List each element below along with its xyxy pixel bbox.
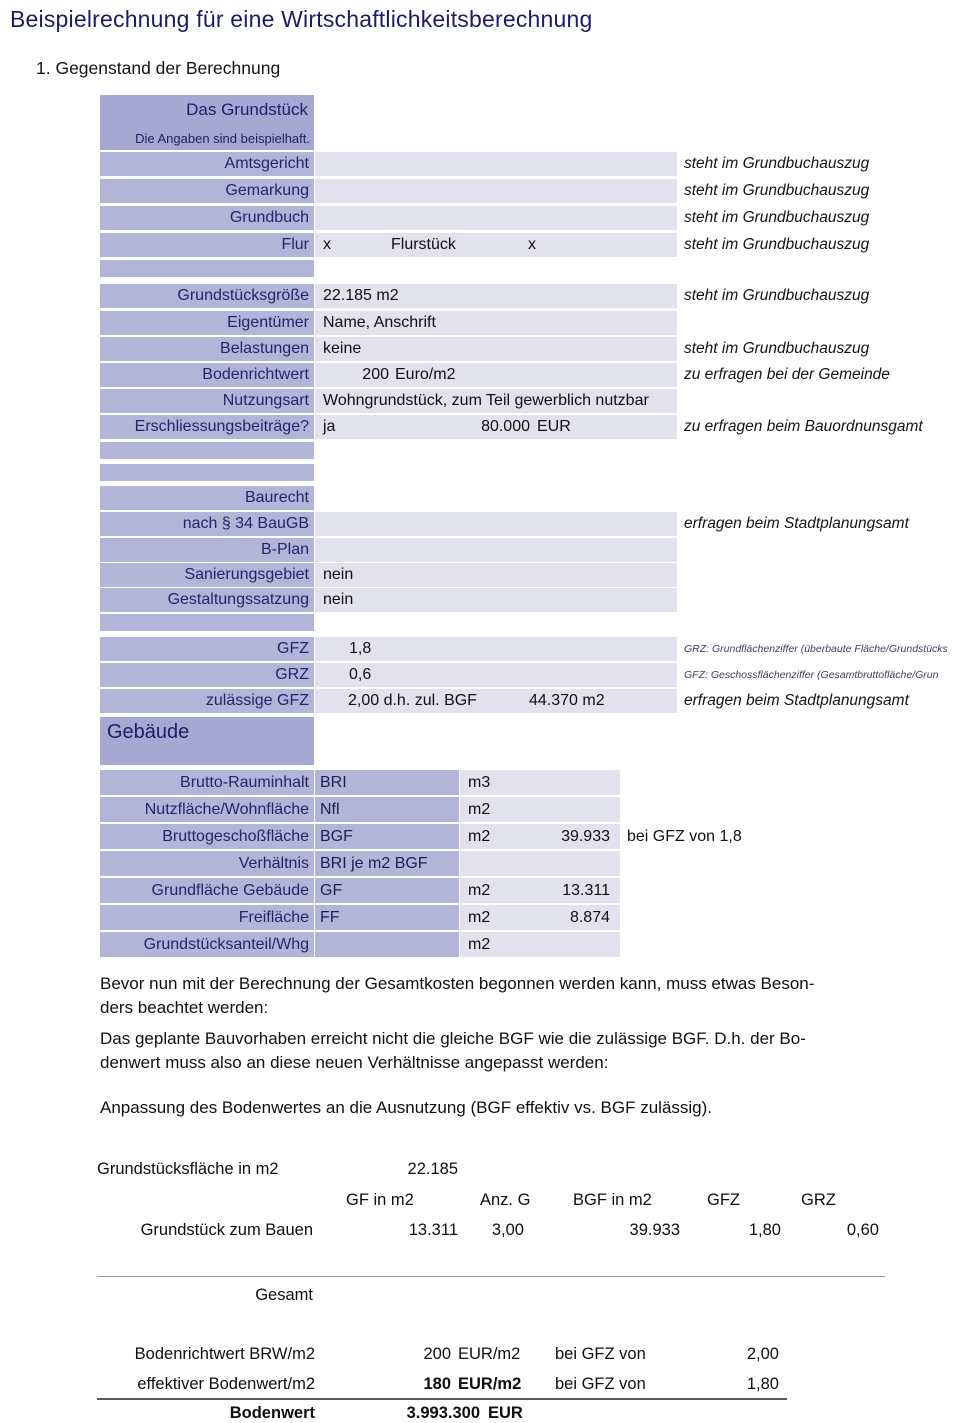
row-label: Nutzfläche/Wohnfläche xyxy=(100,797,314,822)
row-code: FF xyxy=(315,905,459,930)
effektiv-value: 180 xyxy=(423,1375,451,1393)
col-header-gf: GF in m2 xyxy=(346,1191,414,1209)
row-note: steht im Grundbuchauszug xyxy=(684,287,870,304)
erschliessung-unit: EUR xyxy=(537,418,571,435)
row-value xyxy=(315,637,677,661)
total-divider-line xyxy=(97,1398,787,1400)
row-empty xyxy=(100,614,960,631)
row-value xyxy=(315,179,677,203)
row-value xyxy=(315,663,677,687)
col-header-bgf: BGF in m2 xyxy=(573,1191,652,1209)
row-verhaeltnis xyxy=(100,851,960,876)
grundstueck-header-block xyxy=(100,95,314,150)
row-unit-value xyxy=(460,851,620,876)
row-label: zulässige GFZ xyxy=(100,689,314,713)
row-label: Verhältnis xyxy=(100,851,314,876)
row-note: steht im Grundbuchauszug xyxy=(684,155,870,172)
bauen-row-label: Grundstück zum Bauen xyxy=(140,1221,313,1239)
row-label: Amtsgericht xyxy=(100,152,314,176)
bodenwert-total-label: Bodenwert xyxy=(229,1404,315,1422)
row-label: Nutzungsart xyxy=(100,389,314,413)
row-note: erfragen beim Stadtplanungsamt xyxy=(684,515,909,532)
row-nutzflaeche xyxy=(100,797,960,822)
row-label: B-Plan xyxy=(100,538,314,562)
row-baurecht xyxy=(100,486,960,510)
row-number: 8.874 xyxy=(569,908,610,926)
empty-cell xyxy=(100,464,314,481)
row-nutzungsart xyxy=(100,389,960,413)
row-brutto-rauminhalt xyxy=(100,770,960,795)
row-label: Flur xyxy=(100,233,314,257)
effektiv-label: effektiver Bodenwert/m2 xyxy=(137,1375,315,1393)
gestaltung-value: nein xyxy=(323,591,354,608)
row-empty xyxy=(100,442,960,459)
row-value xyxy=(315,563,677,587)
paragraph-1 xyxy=(100,972,814,1020)
grundstueck-subtitle: Die Angaben sind beispielhaft. xyxy=(135,131,310,146)
col-header-anzg: Anz. G xyxy=(480,1191,531,1209)
section-heading: 1. Gegenstand der Berechnung xyxy=(36,58,281,78)
row-unit-value xyxy=(460,932,620,957)
brw-label: Bodenrichtwert BRW/m2 xyxy=(134,1345,315,1363)
effektiv-unit: EUR/m2 xyxy=(458,1375,522,1393)
paragraph-line: Bevor nun mit der Berechnung der Gesamtkosten begonnen werden kann, muss etwas Beson- xyxy=(100,974,815,993)
row-value xyxy=(315,538,677,562)
row-gfz xyxy=(100,637,960,661)
row-grundbuch xyxy=(100,206,960,230)
row-value xyxy=(315,233,677,257)
row-label: Erschliessungsbeiträge? xyxy=(100,415,314,439)
bauen-grz-value: 0,60 xyxy=(846,1221,879,1239)
row-label: Gestaltungssatzung xyxy=(100,588,314,612)
row-value xyxy=(315,311,677,335)
groesse-value: 22.185 m2 xyxy=(323,287,399,304)
row-label: Eigentümer xyxy=(100,311,314,335)
paragraph-2 xyxy=(100,1027,806,1075)
zul-gfz-value: 2,00 d.h. zul. BGF xyxy=(348,692,477,709)
flurstueck-label: Flurstück xyxy=(391,236,456,253)
row-gemarkung xyxy=(100,179,960,203)
row-value xyxy=(315,415,677,439)
row-label: Bruttogeschoßfläche xyxy=(100,824,314,849)
row-value xyxy=(315,588,677,612)
row-note: steht im Grundbuchauszug xyxy=(684,340,870,357)
row-label: nach § 34 BauGB xyxy=(100,512,314,536)
gebaeude-header-block xyxy=(100,717,314,765)
bodenrichtwert-unit: Euro/m2 xyxy=(395,366,456,383)
paragraph-line: ders beachtet werden: xyxy=(100,998,269,1017)
effektiv-mid-label: bei GFZ von xyxy=(555,1375,646,1393)
row-unit-value xyxy=(460,797,620,822)
bodenrichtwert-value: 200 xyxy=(362,366,389,383)
unit-label: m2 xyxy=(468,908,491,926)
divider-line xyxy=(97,1276,885,1277)
row-bodenrichtwert xyxy=(100,363,960,387)
row-label: Brutto-Rauminhalt xyxy=(100,770,314,795)
row-empty xyxy=(100,464,960,481)
row-value xyxy=(315,284,677,308)
row-label: Grundstücksanteil/Whg xyxy=(100,932,314,957)
row-unit-value xyxy=(460,824,620,849)
unit-label: m2 xyxy=(468,827,491,845)
row-value xyxy=(315,363,677,387)
row-eigentuemer xyxy=(100,311,960,335)
row-label: Baurecht xyxy=(100,486,314,510)
row-note: steht im Grundbuchauszug xyxy=(684,182,870,199)
bauen-anzg-value: 3,00 xyxy=(491,1221,524,1239)
row-label: Freifläche xyxy=(100,905,314,930)
col-header-gfz: GFZ xyxy=(707,1191,740,1209)
grz-value: 0,6 xyxy=(349,666,372,683)
flurstueck-value: x xyxy=(528,236,536,253)
gfz-definition-note: GRZ: Grundflächenziffer (überbaute Fläche/Grundstücks xyxy=(684,643,948,655)
row-value xyxy=(315,689,677,713)
row-grz xyxy=(100,663,960,687)
row-code: BRI je m2 BGF xyxy=(315,851,459,876)
row-nach34 xyxy=(100,512,960,536)
row-bruttogeschossflaeche xyxy=(100,824,960,849)
row-number: 13.311 xyxy=(562,881,610,899)
row-unit-value xyxy=(460,905,620,930)
row-label: Grundstücksgröße xyxy=(100,284,314,308)
flur-value: x xyxy=(323,236,331,253)
unit-label: m3 xyxy=(468,773,491,791)
bauen-gfz-value: 1,80 xyxy=(748,1221,781,1239)
empty-cell xyxy=(100,614,314,631)
row-bplan xyxy=(100,538,960,562)
belastungen-value: keine xyxy=(323,340,362,357)
row-grundflaeche-gebaeude xyxy=(100,878,960,903)
grz-definition-note: GFZ: Geschossflächenziffer (Gesamtbruttofläche/Grun xyxy=(684,669,939,681)
gesamt-label: Gesamt xyxy=(255,1286,313,1304)
row-value xyxy=(315,206,677,230)
row-label: Sanierungsgebiet xyxy=(100,563,314,587)
bauen-gf-value: 13.311 xyxy=(408,1221,458,1239)
row-note: erfragen beim Stadtplanungsamt xyxy=(684,692,909,709)
row-value xyxy=(315,512,677,536)
row-note: zu erfragen beim Bauordnunsgamt xyxy=(684,418,923,435)
row-value xyxy=(315,389,677,413)
bodenwert-total-value: 3.993.300 xyxy=(406,1404,480,1422)
unit-label: m2 xyxy=(468,935,491,953)
row-flur xyxy=(100,233,960,257)
unit-label: m2 xyxy=(468,800,491,818)
bodenwert-total-unit: EUR xyxy=(488,1404,523,1422)
row-grundstuecksgroesse xyxy=(100,284,960,308)
row-sanierungsgebiet xyxy=(100,563,960,587)
unit-label: m2 xyxy=(468,881,491,899)
row-code: BGF xyxy=(315,824,459,849)
row-amtsgericht xyxy=(100,152,960,176)
row-unit-value xyxy=(460,878,620,903)
row-label: Grundfläche Gebäude xyxy=(100,878,314,903)
row-label: GRZ xyxy=(100,663,314,687)
paragraph-line: denwert muss also an diese neuen Verhältnisse angepasst werden: xyxy=(100,1053,609,1072)
row-label: Belastungen xyxy=(100,337,314,361)
row-code: Nfl xyxy=(315,797,459,822)
brw-unit: EUR/m2 xyxy=(458,1345,521,1363)
zul-bgf-value: 44.370 m2 xyxy=(529,692,605,709)
row-note: steht im Grundbuchauszug xyxy=(684,209,870,226)
erschliessung-amount: 80.000 xyxy=(481,418,530,435)
flaeche-value: 22.185 xyxy=(407,1160,458,1178)
sanierung-value: nein xyxy=(323,566,354,583)
gfz-value: 1,8 xyxy=(349,640,372,657)
row-label: Bodenrichtwert xyxy=(100,363,314,387)
bauen-bgf-value: 39.933 xyxy=(629,1221,680,1239)
col-header-grz: GRZ xyxy=(801,1191,836,1209)
row-note: steht im Grundbuchauszug xyxy=(684,236,870,253)
eigentuemer-value: Name, Anschrift xyxy=(323,314,436,331)
flaeche-label: Grundstücksfläche in m2 xyxy=(97,1160,279,1178)
brw-gfz-value: 2,00 xyxy=(746,1345,779,1363)
paragraph-line: Das geplante Bauvorhaben erreicht nicht die gleiche BGF wie die zulässige BGF. D.h. der Bo- xyxy=(100,1029,806,1048)
row-grundstuecksanteil xyxy=(100,932,960,957)
row-code: GF xyxy=(315,878,459,903)
brw-mid-label: bei GFZ von xyxy=(555,1345,646,1363)
gebaeude-title: Gebäude xyxy=(107,721,190,743)
row-gestaltungssatzung xyxy=(100,588,960,612)
row-code: BRI xyxy=(315,770,459,795)
effektiv-gfz-value: 1,80 xyxy=(746,1375,779,1393)
brw-value: 200 xyxy=(423,1345,451,1363)
row-note: zu erfragen bei der Gemeinde xyxy=(684,366,890,383)
bgf-gfz-note: bei GFZ von 1,8 xyxy=(627,827,742,845)
row-zulaessige-gfz xyxy=(100,689,960,713)
empty-cell xyxy=(100,442,314,459)
grundstueck-title: Das Grundstück xyxy=(186,100,308,119)
row-freiflaeche xyxy=(100,905,960,930)
row-empty xyxy=(100,260,960,277)
paragraph-3: Anpassung des Bodenwertes an die Ausnutzung (BGF effektiv vs. BGF zulässig). xyxy=(100,1098,713,1117)
row-number: 39.933 xyxy=(561,827,610,845)
row-code xyxy=(315,932,459,957)
nutzungsart-value: Wohngrundstück, zum Teil gewerblich nutzbar xyxy=(323,392,649,409)
row-label: Gemarkung xyxy=(100,179,314,203)
row-erschliessungsbeitraege xyxy=(100,415,960,439)
row-value xyxy=(315,337,677,361)
row-value xyxy=(315,152,677,176)
page-title: Beispielrechnung für eine Wirtschaftlichkeitsberechnung xyxy=(10,6,593,32)
row-unit-value xyxy=(460,770,620,795)
erschliessung-value: ja xyxy=(323,418,336,435)
row-belastungen xyxy=(100,337,960,361)
row-label: GFZ xyxy=(100,637,314,661)
row-label: Grundbuch xyxy=(100,206,314,230)
empty-cell xyxy=(100,260,314,277)
